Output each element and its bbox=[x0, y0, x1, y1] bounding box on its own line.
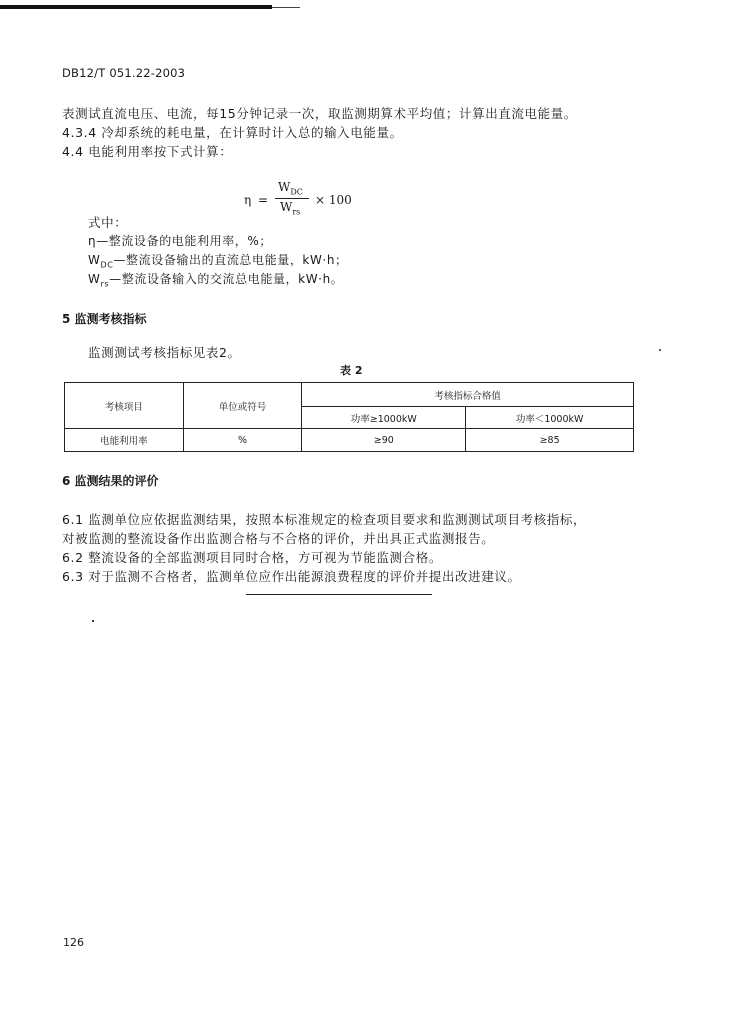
legend-item-wrs: $W_{rs}—$整流设备输入的交流总电能量，kW·h。 bbox=[88, 272, 344, 289]
clause-6-3: 6.3 对于监测不合格者，监测单位应作出能源浪费程度的评价并提出改进建议。 bbox=[62, 569, 521, 584]
clause-6-1-line-2: 对被监测的整流设备作出监测合格与不合格的评价，并出具正式监测报告。 bbox=[62, 531, 495, 546]
legend-title: 式中： bbox=[88, 215, 128, 230]
clause-6-2: 6.2 整流设备的全部监测项目同时合格，方可视为节能监测合格。 bbox=[62, 550, 442, 565]
formula-equals: = bbox=[258, 193, 269, 207]
scan-speck bbox=[92, 620, 94, 622]
fraction-bar bbox=[275, 198, 309, 199]
section-6-heading: 6 监测结果的评价 bbox=[62, 474, 159, 488]
clause-4-3-4: 4.3.4 冷却系统的耗电量，在计算时计入总的输入电能量。 bbox=[62, 125, 403, 140]
table-header-item: 考核项目 bbox=[65, 383, 184, 429]
table-cell-unit: % bbox=[183, 429, 302, 452]
table-title: 表 2 bbox=[340, 364, 363, 377]
table-cell-low-value: ≥85 bbox=[466, 429, 634, 452]
clause-6-1-line-1: 6.1 监测单位应依据监测结果，按照本标准规定的检查项目要求和监测测试项目考核指标， bbox=[62, 512, 587, 527]
formula-multiplier: × 100 bbox=[315, 193, 352, 207]
section-5-intro: 监测测试考核指标见表2。 bbox=[88, 345, 241, 360]
table-header-group: 考核指标合格值 bbox=[302, 383, 634, 407]
paragraph-line-1: 表测试直流电压、电流，每15分钟记录一次，取监测期算术平均值；计算出直流电能量。 bbox=[62, 106, 577, 121]
page-number: 126 bbox=[63, 936, 84, 949]
efficiency-formula bbox=[244, 180, 374, 220]
clause-4-4: 4.4 电能利用率按下式计算： bbox=[62, 144, 233, 159]
assessment-table bbox=[64, 382, 634, 452]
legend-item-eta: η—整流设备的电能利用率，%； bbox=[88, 234, 273, 248]
table-header-power-low: 功率＜1000kW bbox=[466, 407, 634, 429]
formula-symbol: η bbox=[244, 193, 252, 207]
table-header-power-high: 功率≥1000kW bbox=[302, 407, 466, 429]
scan-edge-line bbox=[272, 7, 300, 8]
formula-denominator: $W_{rs}$ bbox=[280, 200, 301, 217]
table-cell-label: 电能利用率 bbox=[65, 429, 184, 452]
formula-numerator: $W_{DC}$ bbox=[278, 180, 303, 197]
document-id: DB12/T 051.22-2003 bbox=[62, 66, 186, 80]
table-header-unit: 单位或符号 bbox=[183, 383, 302, 429]
table-row bbox=[65, 429, 634, 452]
scan-edge-bar bbox=[0, 5, 272, 9]
end-rule bbox=[246, 594, 432, 595]
scan-speck bbox=[659, 349, 661, 351]
section-5-heading: 5 监测考核指标 bbox=[62, 312, 147, 326]
table-cell-high-value: ≥90 bbox=[302, 429, 466, 452]
legend-item-wdc: $W_{DC}—$整流设备输出的直流总电能量，kW·h； bbox=[88, 253, 348, 270]
